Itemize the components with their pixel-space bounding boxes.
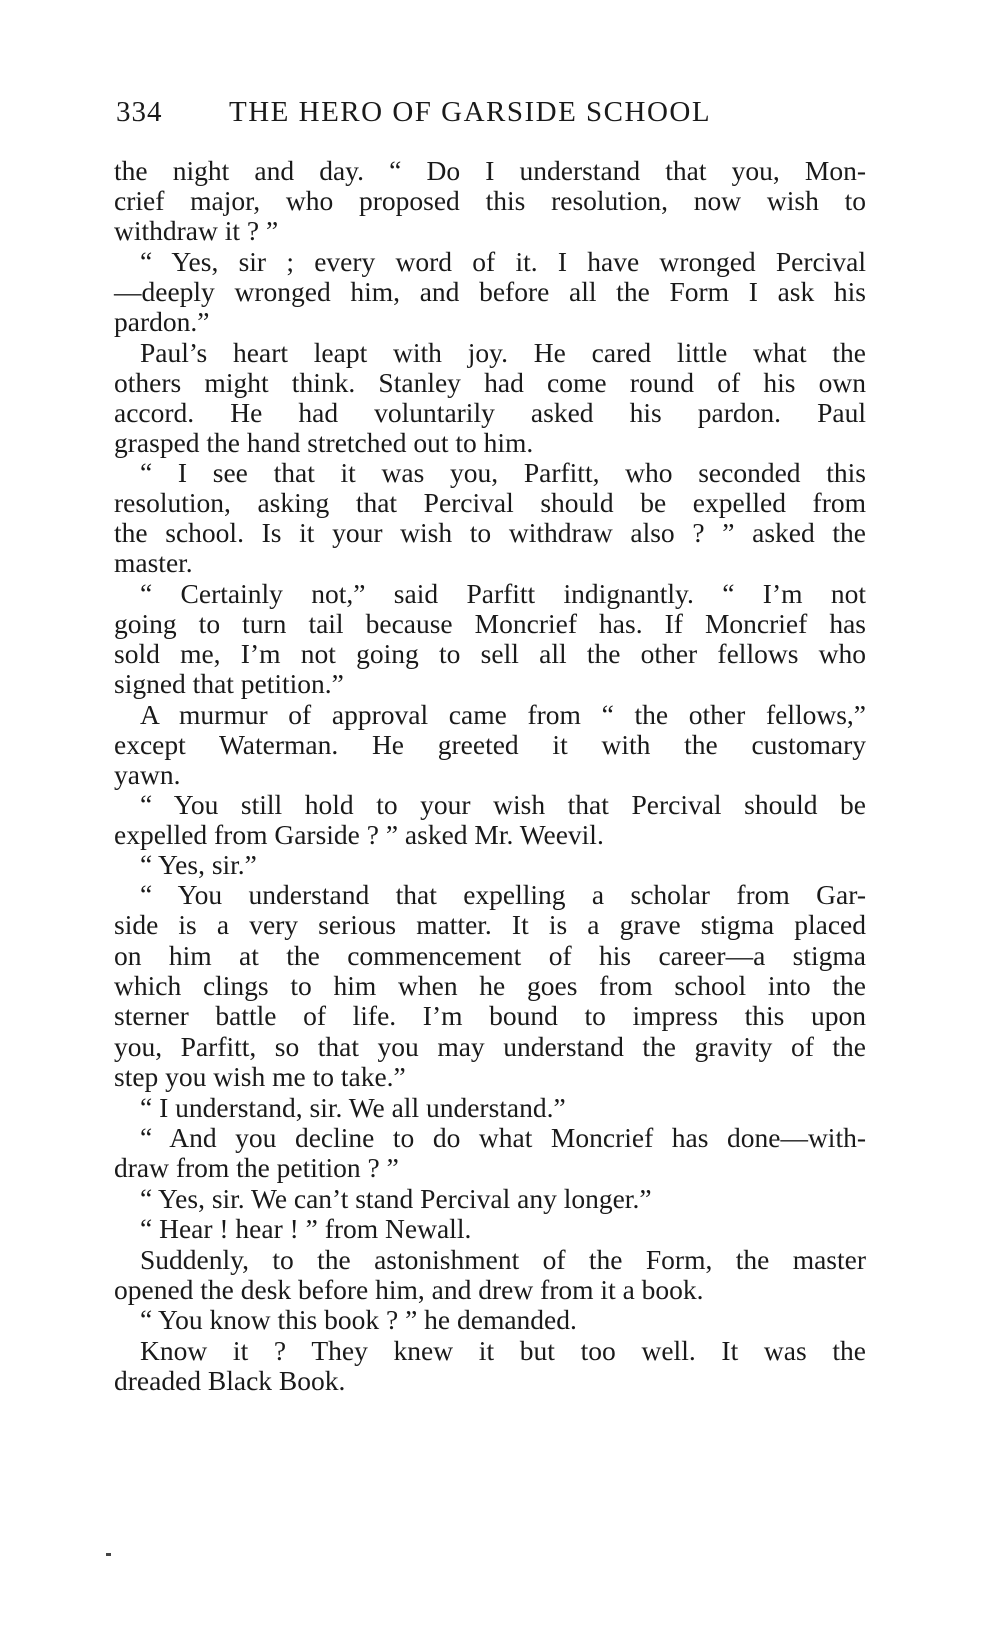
text-line: except Waterman. He greeted it with the customary <box>114 729 866 760</box>
text-line: signed that petition.” <box>114 668 344 699</box>
text-line: “ I see that it was you, Parfitt, who seconded this <box>140 457 866 488</box>
scan-speck <box>106 1553 111 1556</box>
text-line: sterner battle of life. I’m bound to impress this upon <box>114 1000 866 1031</box>
text-line: resolution, asking that Percival should be expelled from <box>114 487 866 518</box>
text-line: step you wish me to take.” <box>114 1061 406 1092</box>
text-line: accord. He had voluntarily asked his pardon. Paul <box>114 397 866 428</box>
text-line: “ You still hold to your wish that Percival should be <box>140 789 866 820</box>
text-line: side is a very serious matter. It is a grave stigma placed <box>114 909 866 940</box>
text-line: “ Yes, sir.” <box>140 849 257 880</box>
text-line: dreaded Black Book. <box>114 1365 346 1396</box>
text-line: others might think. Stanley had come round of his own <box>114 367 866 398</box>
text-line: you, Parfitt, so that you may understand the gravity of the <box>114 1031 866 1062</box>
text-line: —deeply wronged him, and before all the Form I ask his <box>114 276 866 307</box>
text-line: “ You know this book ? ” he demanded. <box>140 1304 577 1335</box>
text-line: draw from the petition ? ” <box>114 1152 399 1183</box>
text-line: expelled from Garside ? ” asked Mr. Weevil. <box>114 819 604 850</box>
text-line: crief major, who proposed this resolution, now wish to <box>114 185 866 216</box>
text-line: “ I understand, sir. We all understand.” <box>140 1092 566 1123</box>
text-line: Suddenly, to the astonishment of the Form, the master <box>140 1244 866 1275</box>
text-line: on him at the commencement of his career—a stigma <box>114 940 866 971</box>
text-line: pardon.” <box>114 306 210 337</box>
text-line: withdraw it ? ” <box>114 215 279 246</box>
text-line: the night and day. “ Do I understand that you, Mon- <box>114 155 866 186</box>
text-line: yawn. <box>114 759 181 790</box>
text-line: “ Hear ! hear ! ” from Newall. <box>140 1213 472 1244</box>
text-line: opened the desk before him, and drew from it a book. <box>114 1274 704 1305</box>
text-line: which clings to him when he goes from school into the <box>114 970 866 1001</box>
text-line: Paul’s heart leapt with joy. He cared little what the <box>140 337 866 368</box>
page-number: 334 <box>116 96 163 128</box>
text-line: “ Certainly not,” said Parfitt indignantly. “ I’m not <box>140 578 866 609</box>
text-line: A murmur of approval came from “ the other fellows,” <box>140 699 866 730</box>
text-line: grasped the hand stretched out to him. <box>114 427 534 458</box>
page-header <box>116 96 866 136</box>
text-line: “ Yes, sir. We can’t stand Percival any longer.” <box>140 1183 652 1214</box>
text-line: Know it ? They knew it but too well. It was the <box>140 1335 866 1366</box>
text-line: going to turn tail because Moncrief has. If Moncrief has <box>114 608 866 639</box>
text-line: “ And you decline to do what Moncrief has done—with- <box>140 1122 866 1153</box>
text-line: sold me, I’m not going to sell all the other fellows who <box>114 638 866 669</box>
text-line: “ Yes, sir ; every word of it. I have wronged Percival <box>140 246 866 277</box>
text-line: master. <box>114 547 193 578</box>
running-title: THE HERO OF GARSIDE SCHOOL <box>229 96 712 128</box>
text-line: the school. Is it your wish to withdraw also ? ” asked the <box>114 517 866 548</box>
text-line: “ You understand that expelling a scholar from Gar- <box>140 879 866 910</box>
